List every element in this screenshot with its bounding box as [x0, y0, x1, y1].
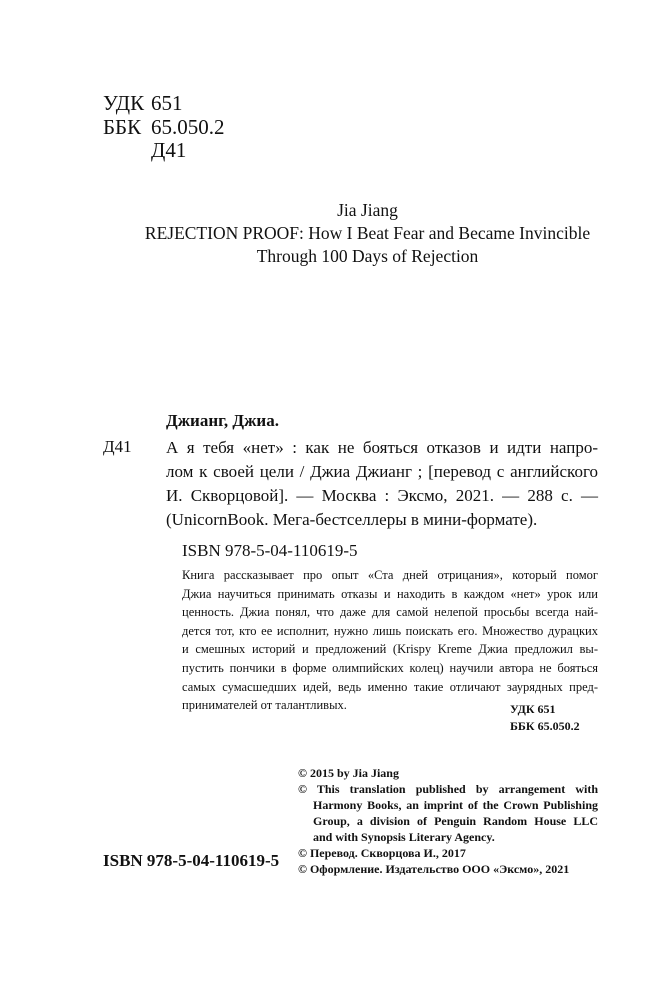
annotation-line: Джиа научиться принимать отказы и находить в каждом «нет» урок или: [182, 586, 598, 601]
bibliographic-description: [166, 436, 598, 532]
biblio-line: лом к своей цели / Джиа Джианг ; [перевод с английского: [166, 462, 598, 481]
copyright-block: [298, 765, 598, 877]
annotation-line: и смешных историй и предложений (Krispy Kreme Джиа предложил вы-: [182, 642, 598, 657]
annotation-bbk: ББК 65.050.2: [510, 718, 580, 733]
author-heading: Джианг, Джиа.: [166, 411, 279, 430]
copyright-line: © Оформление. Издательство ООО «Эксмо», 2021: [298, 862, 570, 876]
bbk-row: [103, 116, 225, 140]
isbn-bottom: ISBN 978-5-04-110619-5: [103, 851, 280, 870]
copyright-line: Group, a division of Penguin Random House LLC: [313, 814, 598, 828]
bbk-label: ББК: [103, 114, 142, 139]
biblio-line: (UnicornBook. Мега-бестселлеры в мини-формате).: [166, 510, 538, 529]
copyright-line: and with Synopsis Literary Agency.: [313, 830, 495, 844]
udk-row: [103, 92, 225, 116]
biblio-line: А я тебя «нет» : как не бояться отказов и идти напро-: [166, 438, 598, 457]
copyright-line: © Перевод. Скворцова И., 2017: [298, 846, 466, 860]
annotation-line: пустить пончики в форме олимпийских колец) научили автора не бояться: [182, 660, 598, 675]
annotation-line: ценность. Джиа понял, что даже для самой нелепой просьбы всегда най-: [182, 605, 598, 620]
classification-codes: [103, 92, 225, 163]
copyright-line: © This translation published by arrangement with: [298, 782, 598, 796]
bbk-value: 65.050.2: [151, 114, 225, 139]
copyright-line: Harmony Books, an imprint of the Crown Publishing: [313, 798, 598, 812]
udk-value: 651: [151, 91, 183, 115]
biblio-line: И. Скворцовой]. — Москва : Эксмо, 2021. — 288 с. —: [166, 486, 598, 505]
original-title-line-1: REJECTION PROOF: How I Beat Fear and Became Invincible: [144, 223, 591, 243]
author-mark: Д41: [151, 138, 187, 162]
annotation-udk: УДК 651: [510, 702, 556, 716]
record-author-mark: Д41: [103, 437, 132, 456]
annotation-line: принимателей от талантливых.: [182, 698, 347, 713]
annotation-line: дется тот, кто ее исполнит, нужно лишь поискать его. Множество дурацких: [182, 623, 598, 638]
udk-label: УДК: [103, 91, 145, 115]
annotation-line: Книга рассказывает про опыт «Ста дней отрицания», который помог: [182, 568, 598, 582]
original-author: Jia Jiang: [337, 200, 398, 220]
original-title-line-2: Through 100 Days of Rejection: [256, 246, 479, 266]
copyright-line: © 2015 by Jia Jiang: [298, 766, 399, 780]
annotation: [182, 566, 598, 715]
annotation-line: самых сумасшедших идей, ведь именно такие отличают заурядных пред-: [182, 679, 598, 694]
annotation-codes: [510, 701, 580, 734]
isbn-record: ISBN 978-5-04-110619-5: [182, 541, 358, 560]
